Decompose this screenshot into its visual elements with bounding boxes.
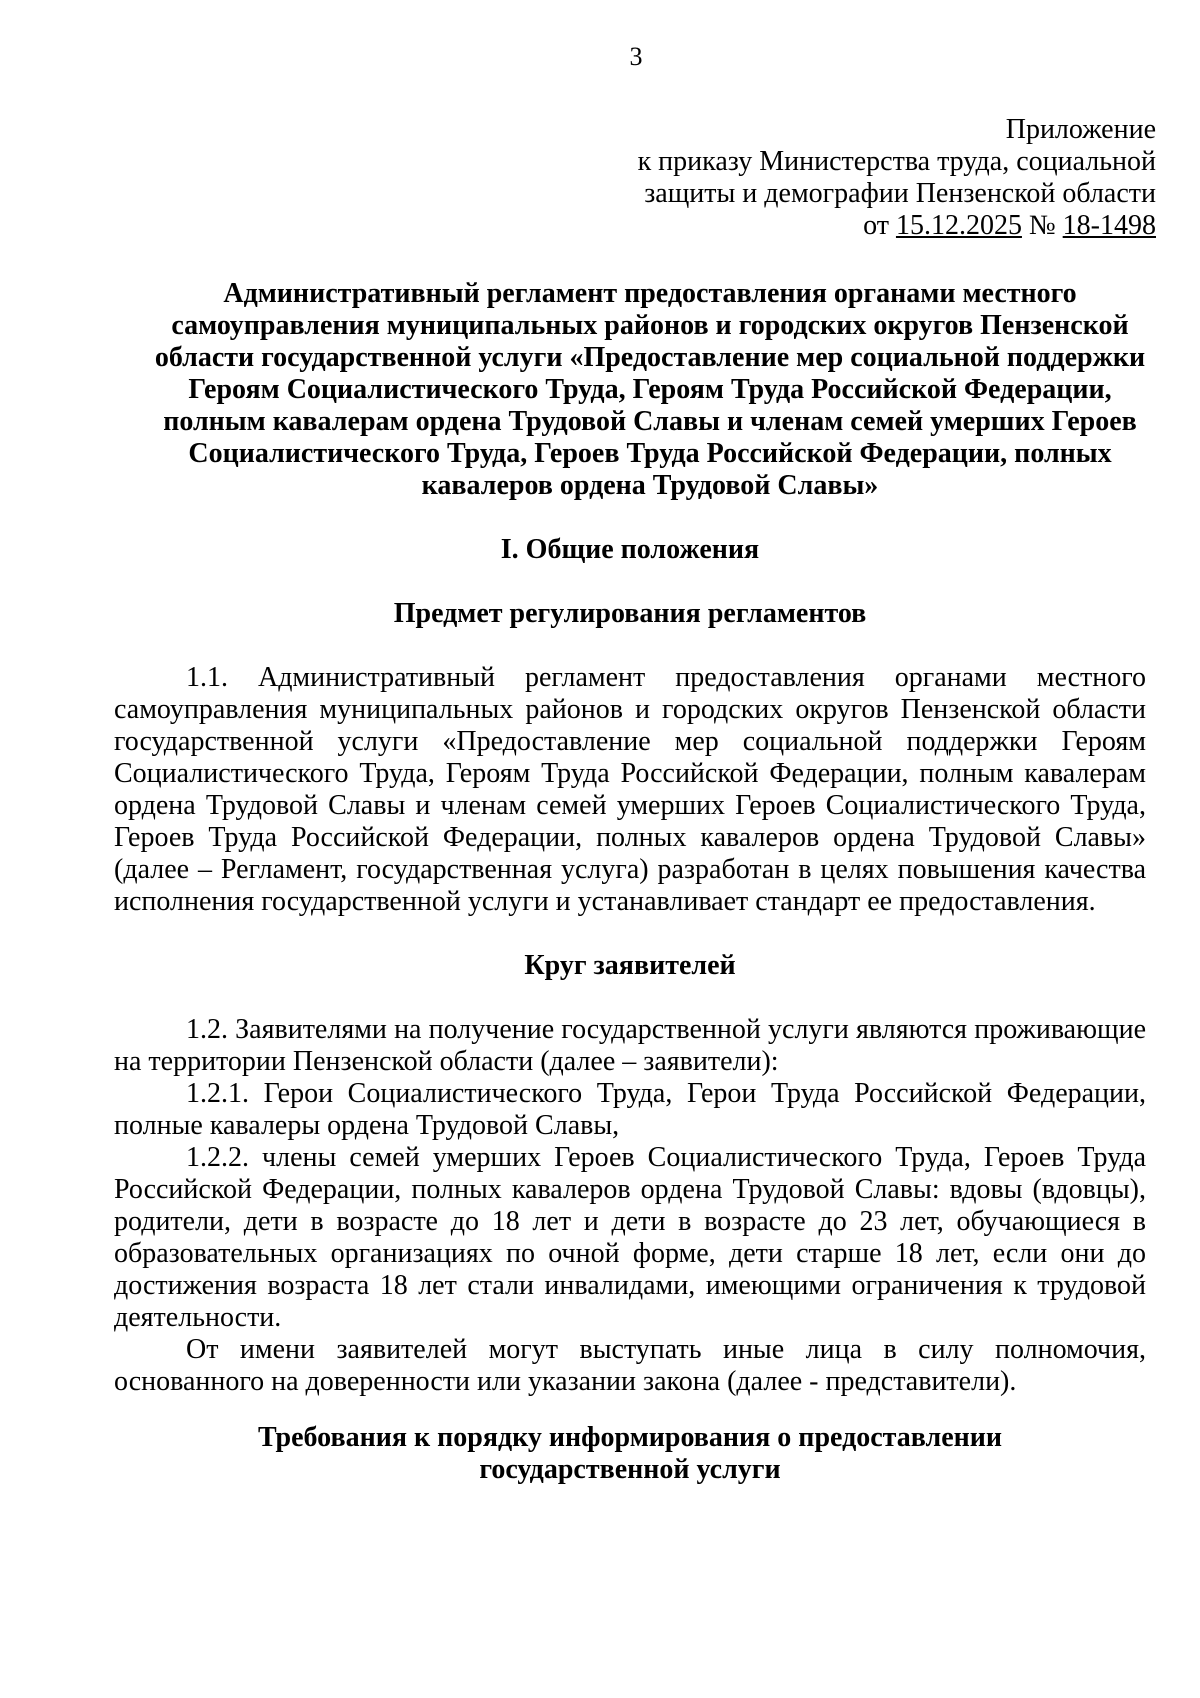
paragraph-1-2-2: 1.2.2. члены семей умерших Героев Социалистического Труда, Героев Труда Российской Федерации, полных кавалеров ордена Трудовой Славы: вдовы (вдовцы), родители, дети в возрасте до 18 лет и дети в возрасте до 23 лет, обучающиеся в образовательных организациях по очной форме, дети старше 18 лет, если они до достижения возраста 18 лет стали инвалидами, имеющими ограничения к трудовой деятельности. — [114, 1142, 1146, 1333]
appendix-header — [456, 114, 1156, 242]
appendix-order-line: к приказу Министерства труда, социальной — [637, 146, 1156, 177]
appendix-number: 18-1498 — [1062, 210, 1156, 241]
spacer — [114, 918, 1146, 950]
informing-heading-line: Требования к порядку информирования о предоставлении — [257, 1422, 1003, 1453]
title-line: области государственной услуги «Предоставление мер социальной поддержки — [154, 342, 1146, 373]
appendix-number-sign: № — [1021, 210, 1063, 241]
paragraph-1-1: 1.1. Административный регламент предоставления органами местного самоуправления муниципальных районов и городских округов Пензенской области государственной услуги «Предоставление мер социальной поддержки Героям Социалистического Труда, Героям Труда Российской Федерации, полным кавалерам ордена Трудовой Славы и членам семей умерших Героев Социалистического Труда, Героев Труда Российской Федерации, полных кавалеров ордена Трудовой Славы» (далее – Регламент, государственная услуга) разработан в целях повышения качества исполнения государственной услуги и устанавливает стандарт ее предоставления. — [114, 662, 1146, 917]
title-line: полным кавалерам ордена Трудовой Славы и членам семей умерших Героев — [163, 406, 1137, 437]
spacer — [114, 1398, 1146, 1422]
title-line: кавалеров ордена Трудовой Славы» — [421, 470, 879, 501]
appendix-label: Приложение — [1005, 114, 1156, 145]
subsection-heading-informing — [114, 1422, 1146, 1486]
informing-heading-line: государственной услуги — [479, 1454, 781, 1485]
title-line: самоуправления муниципальных районов и городских округов Пензенской — [171, 310, 1129, 341]
section-heading: I. Общие положения — [500, 534, 760, 565]
document-body — [114, 278, 1146, 1486]
spacer — [114, 502, 1146, 534]
title-line: Социалистического Труда, Героев Труда Российской Федерации, полных — [188, 438, 1112, 469]
document-title — [114, 278, 1146, 502]
appendix-date-prefix: от — [863, 210, 896, 241]
subsection-heading-subject: Предмет регулирования регламентов — [393, 598, 867, 629]
paragraph-1-2: 1.2. Заявителями на получение государственной услуги являются проживающие на территории Пензенской области (далее – заявители): — [114, 1014, 1146, 1077]
paragraph-representatives: От имени заявителей могут выступать иные лица в силу полномочия, основанного на доверенности или указании закона (далее - представители). — [114, 1334, 1146, 1397]
paragraph-1-2-1: 1.2.1. Герои Социалистического Труда, Герои Труда Российской Федерации, полные кавалеры ордена Трудовой Славы, — [114, 1078, 1146, 1141]
spacer — [114, 630, 1146, 662]
page-number: 3 — [629, 42, 643, 71]
appendix-date: 15.12.2025 — [895, 210, 1022, 241]
spacer — [114, 982, 1146, 1014]
spacer — [114, 566, 1146, 598]
appendix-date-line — [456, 210, 1156, 242]
subsection-heading-applicants: Круг заявителей — [524, 950, 736, 981]
appendix-ministry-line: защиты и демографии Пензенской области — [644, 178, 1156, 209]
title-line: Героям Социалистического Труда, Героям Труда Российской Федерации, — [188, 374, 1112, 405]
title-line: Административный регламент предоставления органами местного — [223, 278, 1077, 309]
